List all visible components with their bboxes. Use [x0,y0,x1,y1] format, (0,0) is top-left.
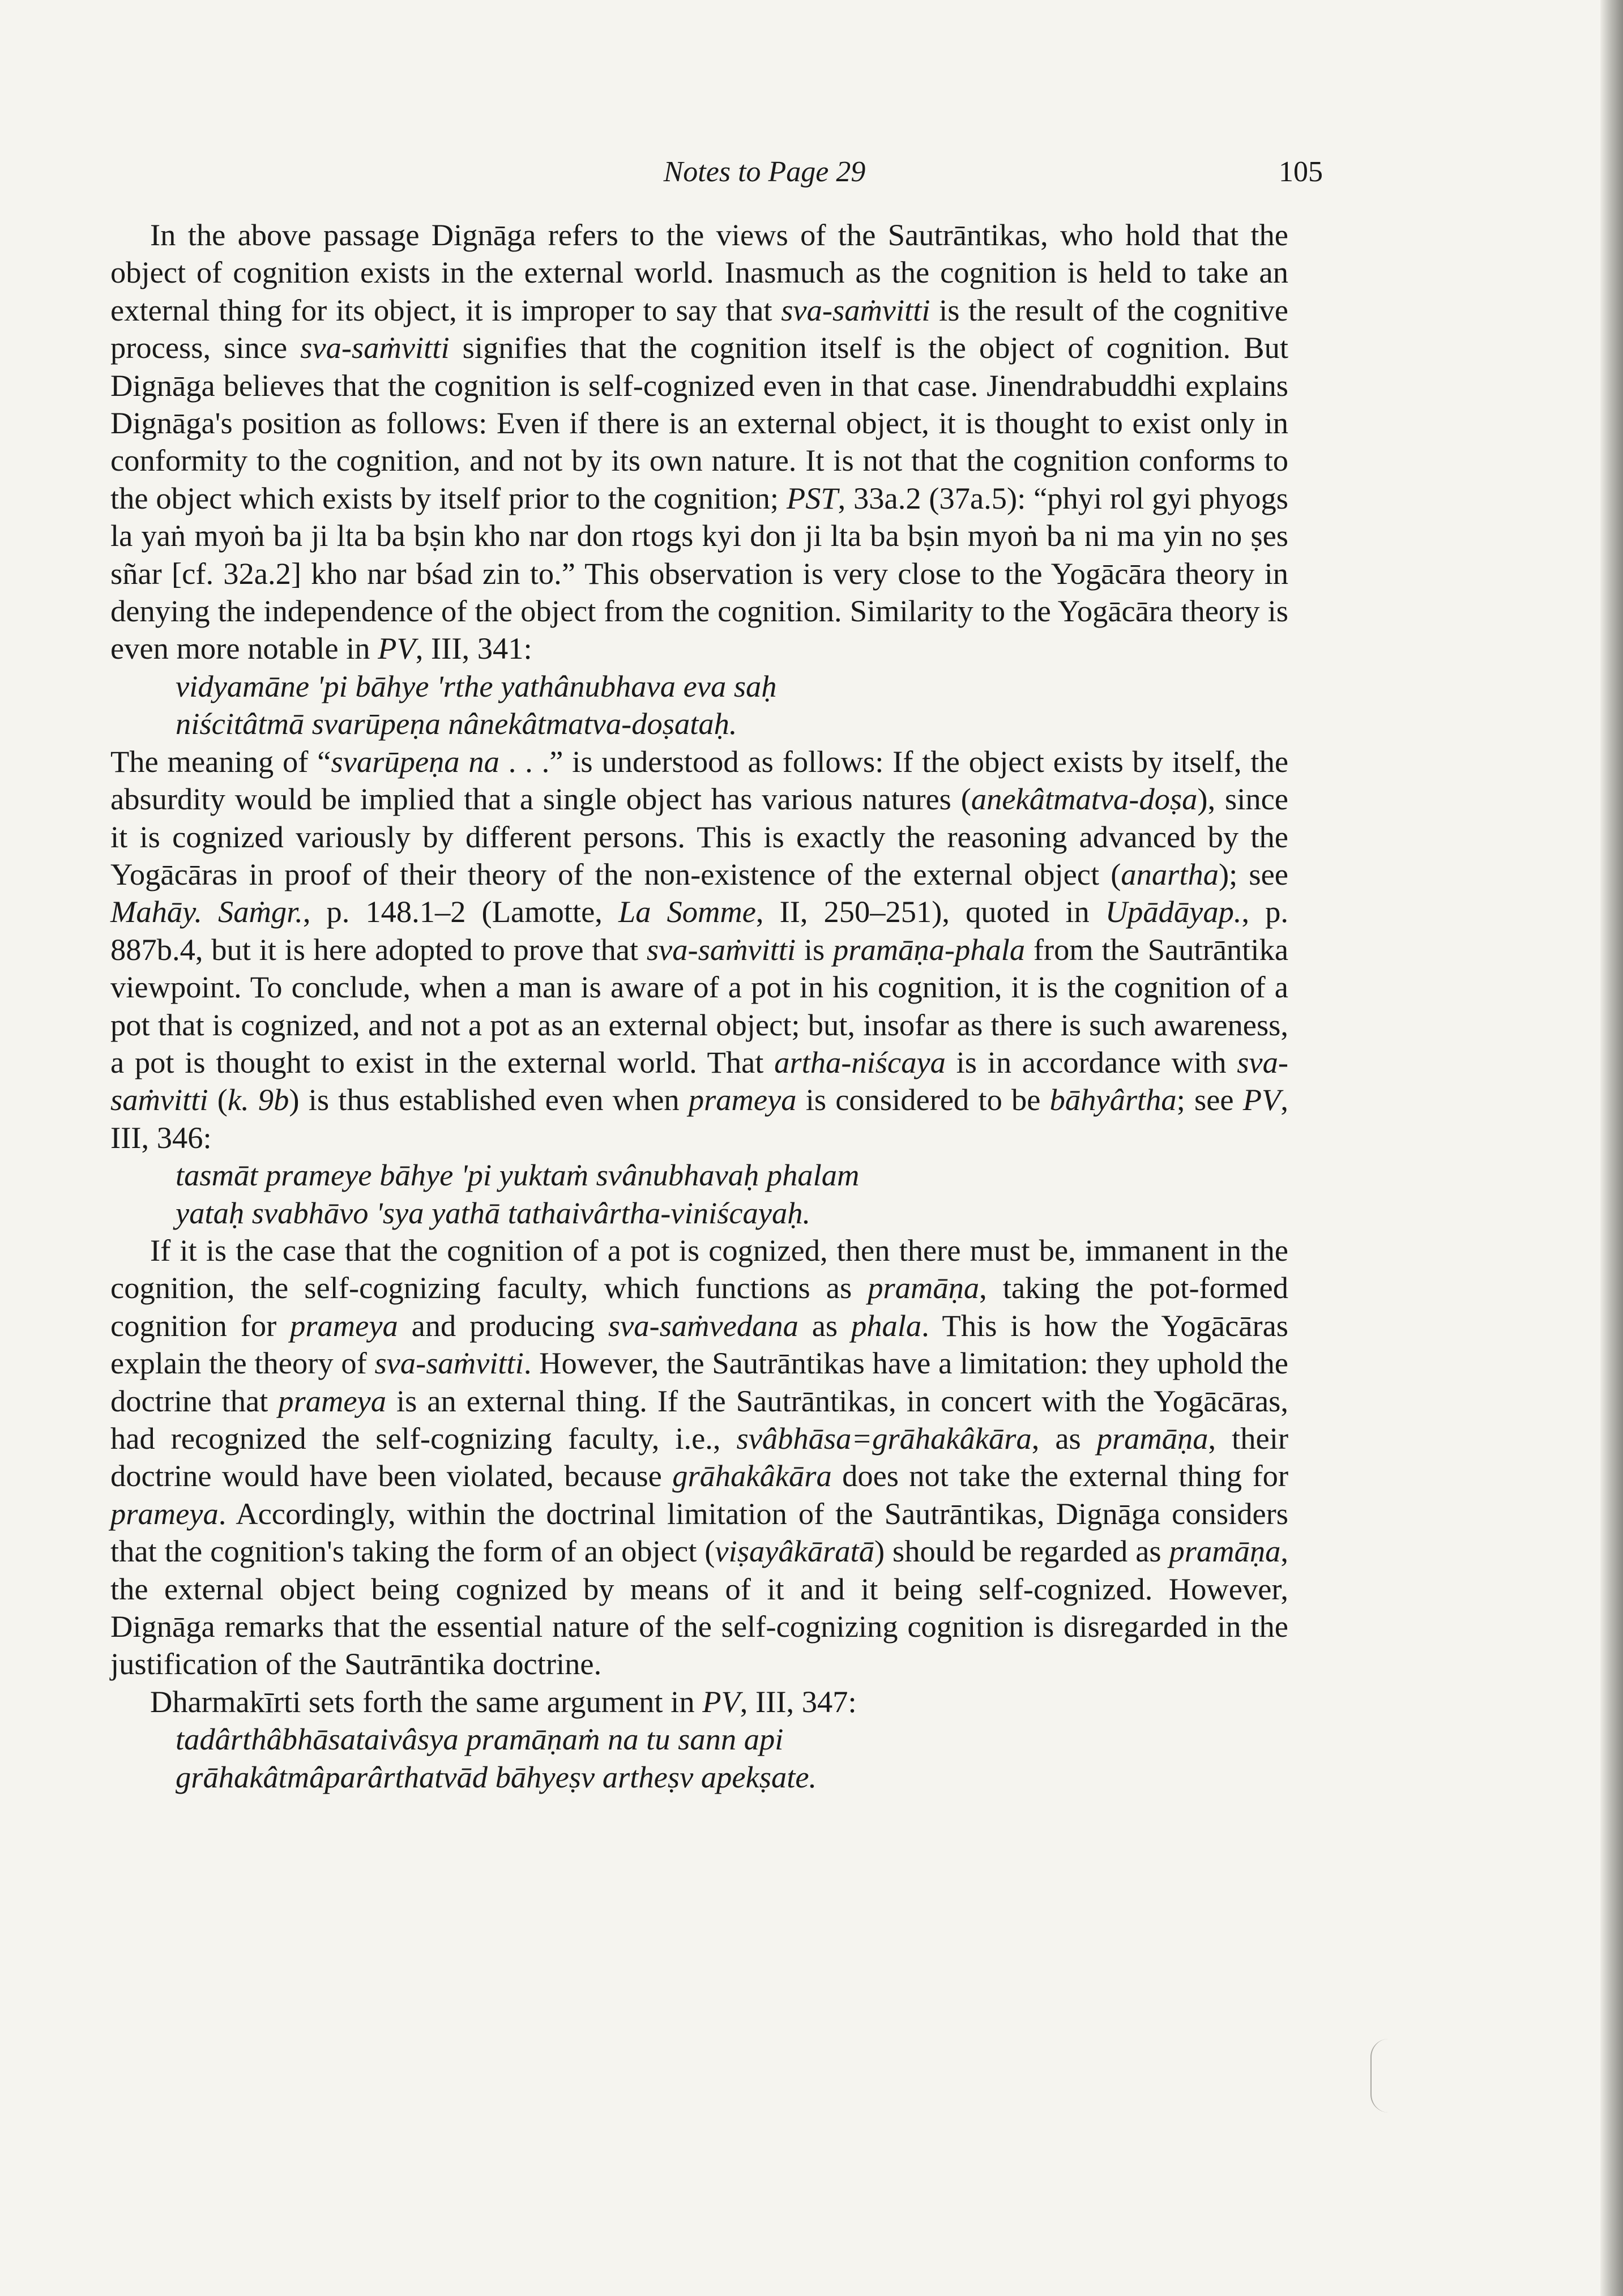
italic-term: svâbhāsa=grāhakâkāra [736,1421,1032,1456]
page-number: 105 [1279,156,1323,188]
text-run: is [796,932,833,967]
verse-quotation [110,1721,1288,1796]
paragraph [110,216,1288,668]
text-run: . However, the Sautrāntikas have a limitation: they uphold the doctrine that [110,1346,1288,1418]
italic-term: sva-saṁvitti [781,292,930,327]
text-run: If it is the case that the cognition of a pot is cognized, then there must be, immanent in the cognition, the self-cognizing faculty, which functions as [110,1232,1288,1305]
text-run: In the above passage Dignāga refers to the views of the Sautrāntikas, who hold that the object of cognition exists in the external world. Inasmuch as the cognition is held to take an external thing for its object, it is improper to say that [110,217,1288,327]
text-run: . Accordingly, within the doctrinal limitation of the Sautrāntikas, Dignāga considers that the cognition's taking the form of an object ( [110,1496,1288,1569]
italic-term: sva-saṁvitti [110,1044,1288,1117]
pencil-mark [1370,2039,1389,2113]
italic-term: Upādāyap. [1105,894,1242,929]
text-run: does not take the external thing for [831,1458,1289,1493]
italic-term: prameya [278,1383,386,1418]
text-run: , 33a.2 (37a.5): “phyi rol gyi phyogs la yaṅ myoṅ ba ji lta ba bṣin kho nar don rtogs kyi don ji lta ba bṣin myoṅ ba ni ma yin no ṣes sñar [cf. 32a.2] kho nar bśad zin to.” This observation is very close to the Yogācāra theory in denying the independence of the object from the cognition. Similarity to the Yogācāra theory is even more notable in [110,480,1288,666]
italic-term: artha-niścaya [774,1044,946,1079]
text-run: , III, 347: [740,1684,857,1719]
text-run: , as [1031,1421,1097,1456]
italic-term: PV [702,1684,740,1719]
text-run: . . .” is understood as follows: If the object exists by itself, the absurdity would be implied that a single object has various natures ( [110,744,1289,817]
verse-line: niścitâtmā svarūpeṇa nânekâtmatva-doṣataḥ. [176,706,737,741]
text-run: Dharmakīrti sets forth the same argument in [150,1684,703,1719]
text-run: is considered to be [796,1082,1050,1117]
italic-term: Mahāy. Saṁgr. [110,894,303,929]
text-run: ) is thus established even when [289,1082,689,1117]
verse-line: grāhakâtmâparârthatvād bāhyeṣv artheṣv apekṣate. [176,1759,817,1794]
text-run: ); see [1219,856,1288,891]
italic-term: PV [378,631,416,666]
verse-line: tadârthâbhāsataivâsya pramāṇaṁ na tu sann api [176,1722,784,1757]
text-run: is the result of the cognitive process, since [110,292,1288,365]
paragraph [110,1683,1288,1721]
text-run: ; see [1176,1082,1243,1117]
text-run: . This is how the Yogācāras explain the theory of [110,1308,1289,1381]
italic-term: prameya [110,1496,219,1531]
italic-term: prameya [688,1082,797,1117]
text-run: ) should be regarded as [874,1534,1169,1569]
verse-quotation [110,1156,1288,1232]
italic-term: pramāṇa [1096,1421,1208,1456]
text-run: signifies that the cognition itself is the object of cognition. But Dignāga believes that the cognition is self-cognized even in that case. Jinendrabuddhi explains Dignāga's position as follows: Even if there is an external object, it is thought to exist only in conformity to the cognition, and not by its own nature. It is not that the cognition conforms to the object which exists by itself prior to the cognition; [110,330,1288,515]
italic-term: k. 9b [227,1082,289,1117]
italic-term: pramāṇa-phala [833,932,1026,967]
text-run: , III, 346: [110,1082,1288,1155]
italic-term: La Somme [618,894,756,929]
text-run: , p. 148.1–2 (Lamotte, [302,894,618,929]
paragraph [110,1232,1288,1683]
italic-term: PST [786,480,838,515]
text-run: , the external object being cognized by means of it and it being self-cognized. However, Dignāga remarks that the essential nature of the self-cognizing cognition is disregarded in the justification of the Sautrāntika doctrine. [110,1534,1288,1682]
running-title: Notes to Page 29 [663,156,866,188]
text-run: as [798,1308,851,1343]
text-run: The meaning of “ [110,744,331,779]
text-run: is an external thing. If the Sautrāntikas, in concert with the Yogācāras, had recognized the self-cognizing faculty, i.e., [110,1383,1288,1456]
text-run: is in accordance with [945,1044,1237,1079]
italic-term: PV [1242,1082,1281,1117]
italic-term: grāhakâkāra [672,1458,832,1493]
text-run: ), since it is cognized variously by different persons. This is exactly the reasoning advanced by the Yogācāras in proof of their theory of the non-existence of the external object ( [110,782,1288,891]
text-run: from the Sautrāntika viewpoint. To conclude, when a man is aware of a pot in his cognition, it is the cognition of a pot that is cognized, and not a pot as an external object; but, insofar as there is such awareness, a pot is thought to exist in the external world. That [110,932,1289,1079]
text-run: , II, 250–251), quoted in [755,894,1105,929]
italic-term: bāhyârtha [1049,1082,1177,1117]
verse-line: tasmāt prameye bāhye 'pi yuktaṁ svânubhavaḥ phalam [176,1158,860,1193]
italic-term: viṣayâkāratā [715,1534,874,1569]
italic-term: anekâtmatva-doṣa [971,782,1198,817]
italic-term: pramāṇa [868,1270,980,1305]
italic-term: sva-saṁvedana [608,1308,798,1343]
text-run: , III, 341: [415,631,532,666]
text-run: ( [208,1082,228,1117]
italic-term: anartha [1121,856,1219,891]
text-run: , taking the pot-formed cognition for [110,1270,1288,1343]
italic-term: phala [851,1308,922,1343]
paragraph [110,743,1288,1156]
body-text [110,216,1288,1796]
italic-term: pramāṇa [1169,1534,1281,1569]
text-run: , their doctrine would have been violated, because [110,1421,1289,1493]
italic-term: prameya [290,1308,398,1343]
running-header [0,150,1623,195]
verse-line: yataḥ svabhāvo 'sya yathā tathaivârtha-viniścayaḥ. [176,1195,811,1230]
text-run: , p. 887b.4, but it is here adopted to prove that [110,894,1288,967]
text-run: and producing [398,1308,608,1343]
italic-term: svarūpeṇa na [331,744,499,779]
italic-term: sva-saṁvitti [646,932,796,967]
verse-quotation [110,668,1288,743]
verse-line: vidyamāne 'pi bāhye 'rthe yathânubhava eva saḥ [176,668,777,703]
italic-term: sva-saṁvitti [374,1346,524,1381]
italic-term: sva-saṁvitti [300,330,450,365]
